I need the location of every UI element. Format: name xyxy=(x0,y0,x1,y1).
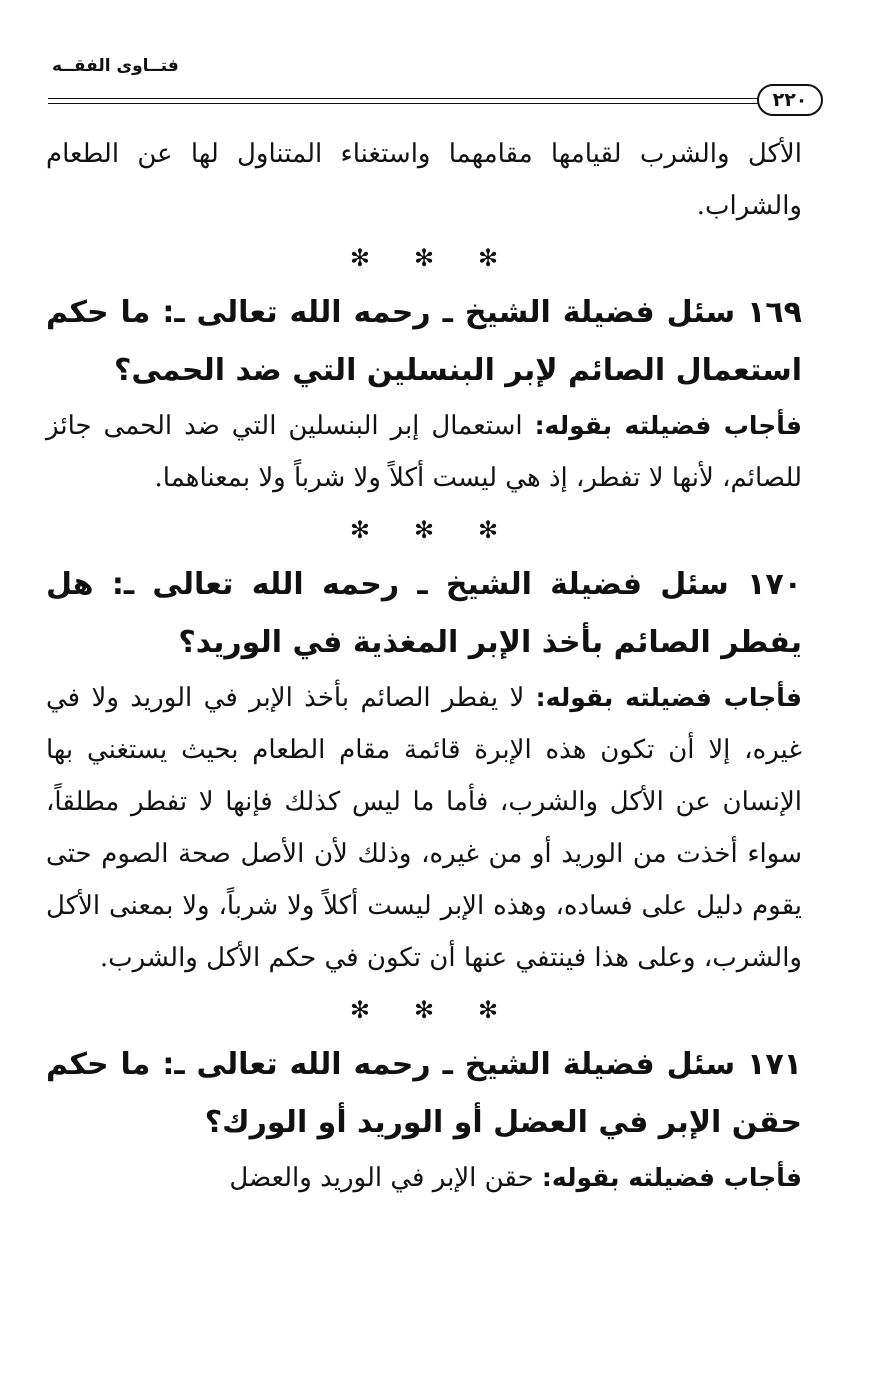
asterisk-icon: ✻ xyxy=(349,996,370,1024)
asterisk-icon: ✻ xyxy=(478,996,499,1024)
asterisk-icon: ✻ xyxy=(478,516,499,544)
asterisk-icon: ✻ xyxy=(478,244,499,272)
answer-lead: فأجاب فضيلته بقوله: xyxy=(535,683,802,712)
answer-text: لا يفطر الصائم بأخذ الإبر في الوريد ولا في غيره، إلا أن تكون هذه الإبرة قائمة مقام الطعام بحيث يستغني بها الإنسان عن الأكل والشرب، فأما ما ليس كذلك فإنها لا تفطر مطلقاً، سواء أخذت من الوريد أو من غيره، وذلك لأن الأصل صحة الصوم حتى يقوم دليل على فساده، وهذه الإبر ليست أكلاً ولا شرباً، ولا بمعنى الأكل والشرب، وعلى هذا فينتفي عنها أن تكون في حكم الأكل والشرب. xyxy=(46,683,802,973)
paragraph-text: الأكل والشرب لقيامها مقامهما واستغناء المتناول لها عن الطعام والشراب. xyxy=(46,139,802,221)
section-separator xyxy=(46,504,802,556)
answer-171 xyxy=(46,1152,802,1204)
page-number: ٢٢٠ xyxy=(757,84,823,116)
answer-170 xyxy=(46,672,802,984)
asterisk-icon: ✻ xyxy=(349,516,370,544)
answer-lead: فأجاب فضيلته بقوله: xyxy=(541,1163,802,1192)
question-169: ١٦٩ سئل فضيلة الشيخ ـ رحمه الله تعالى ـ: ما حكم استعمال الصائم لإبر البنسلين التي ضد الحمى؟ xyxy=(46,295,802,388)
section-separator xyxy=(46,984,802,1036)
answer-169 xyxy=(46,400,802,504)
answer-lead: فأجاب فضيلته بقوله: xyxy=(534,411,802,440)
answer-text: حقن الإبر في الوريد والعضل xyxy=(229,1163,534,1193)
question-171: ١٧١ سئل فضيلة الشيخ ـ رحمه الله تعالى ـ: ما حكم حقن الإبر في العضل أو الوريد أو الورك؟ xyxy=(46,1047,802,1140)
answer-text: استعمال إبر البنسلين التي ضد الحمى جائز للصائم، لأنها لا تفطر، إذ هي ليست أكلاً ولا شرباً ولا بمعناهما. xyxy=(46,411,802,493)
paragraph-continuation xyxy=(46,128,802,232)
asterisk-icon: ✻ xyxy=(413,516,435,544)
header-rule xyxy=(48,98,760,104)
asterisk-icon: ✻ xyxy=(349,244,370,272)
running-header-title: فتــاوى الفقــه xyxy=(52,56,179,76)
asterisk-icon: ✻ xyxy=(413,996,435,1024)
asterisk-icon: ✻ xyxy=(413,244,435,272)
page-body xyxy=(46,128,802,1204)
question-170: ١٧٠ سئل فضيلة الشيخ ـ رحمه الله تعالى ـ: هل يفطر الصائم بأخذ الإبر المغذية في الوريد؟ xyxy=(46,567,802,660)
section-separator xyxy=(46,232,802,284)
